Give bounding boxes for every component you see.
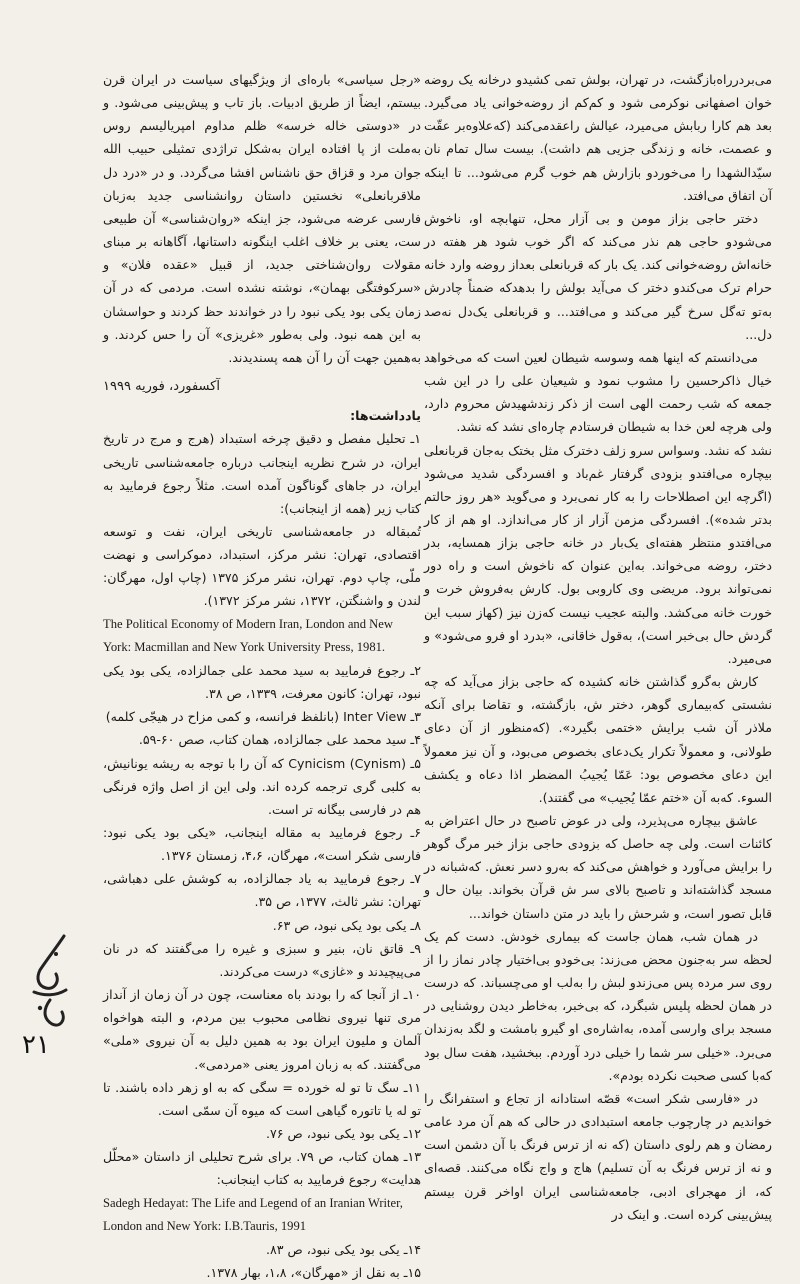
footnote: ۹ـ قاتق نان، بنیر و سبزی و غیره را می‌گفتند که در نان می‌پیچیدند و «غازی» درست می‌کردند. [103, 940, 421, 979]
footnote: ۴ـ سید محمد علی جمالزاده، همان کتاب، صص ۶۰-۵۹. [138, 732, 421, 748]
paragraph: کارش به‌گرو گذاشتن خانه کشیده که حاجی بزاز می‌آید که چه نشستی که‌بیماری گوهر، دختر ش، بازگشته، و تقاضا برای آنکه ملاذر آن شب برایش «ختمی بگیرد». (که‌منظور از آن دعای طولانی، و معمولاً تکرار یک‌دعای بخصوص می‌بود، و آن نیز معمولاً این دعای مخصوص بود: عَمّا یُجیبُ المضطر اذا دعاه و یکشف السوء. که‌به آن «ختم عمّا یُجیب» می گفتند). [424, 674, 772, 805]
left-column [103, 68, 421, 1284]
footnote: ۱۵ـ به‌ نقل از «مهرگان»، ۱،۸، بهار ۱۳۷۸. [206, 1264, 421, 1280]
footnote: ۱۴ـ یکی بود یکی نبود، ص ۸۳. [265, 1241, 421, 1257]
paragraph: عاشق بیچاره می‌پذیرد، ولی در عوض تاصبح در حال اعتراض به کائنات است. ولی چه حاصل که بزودی حاجی بزاز خبر مرگ گوهر را برایش می‌آورد و خواهش می‌کند که به‌رو دسر نعش. که‌شبانه در مسجد گذاشته‌اند و تاصبح بالای سر ش قرآن بخواند. بیان حال و قابل تصور است، و شرحش را باید در متن داستان خواند... [424, 813, 772, 921]
paragraph: «رجل سیاسی» باره‌ای از ویژگیهای سیاست در ایران قرن بیستم، ایضاً از طریق ادبیات. باز تاب و پیش‌بینی می‌شود. و در «دوستی خاله خرسه» ظلم مداوم امپریالیسم روس به‌ملت از پا افتاده‌ ایران به‌شکل تراژدی تمثیلی حبیب الله جوان مرد و قزاق حق‌ ناشناس افشا می‌گردد. و در «درد دل ملاقربانعلی» نخستین داستان روانشناسی جدید به‌زبان فارسی عرضه می‌شود، جز اینکه «روان‌شناسی» آن طبیعی ست، یعنی بر خلاف اغلب اینگونه داستانها، آگاهانه بر مبنای مقولات روان‌شناختی جدید، از قبیل «عقده‌ فلان» و «سرکوفتگی بهمان»، نوشته نشده است. مردمی که در آن زمان یکی بود یکی نبود را در خواندند حظ کردند و حواسشان به‌ این همه نبود. ولی به‌طور «غریزی» آن را حس کردند. و به‌همین جهت آن را آن همه پسندیدند. [103, 72, 421, 365]
footnote: ۱۰ـ از آنجا که‌ را بودند باه‌ معناست، چون در آن زمان از آنداز مری تنها نیروی نظامی محبوب بین مردم، و البته هواخواه آلمان و ملیون ایران بود به همین دلیل به آن نیروی «ملی» می‌گفتند. که به‌ زبان امروز یعنی «مردمی». [103, 987, 421, 1072]
footnote: ۱۳ـ همان کتاب، ص ۷۹. برای شرح تحلیلی از داستان «محلّل هدایت» رجوع فرمایید به‌ کتاب اینجانب: [103, 1149, 421, 1188]
english-reference: Sadegh Hedayat: The Life and Legend of an Iranian Writer, London and New York: I.B.Tauris, 1991 [103, 1195, 403, 1233]
footnote: ۳ـ Inter View (بانلفظ فرانسه، و کمی مزاح در هیجّی کلمه) [105, 709, 421, 725]
footnote: ۶ـ رجوع فرمایید به‌ مقاله‌ اینجانب، «یکی بود یکی نبود: فارسی شکر است»، مهرگان، ۴،۶، زمستان ۱۳۷۶. [103, 825, 421, 864]
footnote: تُمبقاله در جامعه‌شناسی تاریخی ایران، نفت و توسعه‌ اقتصادی، تهران: نشر مرکز، استبداد، دموکراسی و نهضت ملّی، چاپ دوم. تهران، نشر مرکز ۱۳۷۵ (چاپ اول، مهرگان: لندن و واشنگتن، ۱۳۷۲، نشر مرکز ۱۳۷۲). [103, 523, 421, 609]
page-number: ۲۱ [22, 1030, 50, 1060]
paragraph: در همان شب، همان جاست که‌ بیماری خودش. دست کم یک لحظه‌ سر به‌جنون محض می‌زند: بی‌خودو بی‌اختیار چادر نماز را از روی سر مرده پس‌ می‌زندو لبش را به‌لب او می‌چسباند. که درست در همان لحظه پلیس شبگرد، که بی‌خبر، به‌خاطر دیدن روشنایی در مسجد برای وارسی آمده، به‌اشاره‌ی او گیرو بامشت و لگد به‌زندان می‌برد. «خیلی سر شما را خیلی درد آوردم. ببخشید، هفت سال بود که‌با کسی صحبت نکرده بودم». [424, 928, 772, 1083]
footnote: ۵ـ (Cynism) Cynicism که‌ آن را با توجه به ریشه‌ یونانیش، به‌ کلبی گری ترجمه کرده اند. ولی این از اصل واژه‌ فرنگی هم در فارسی بیگانه تر است. [103, 755, 421, 817]
notes-heading: یادداشت‌ها: [350, 408, 421, 424]
paragraph: در «فارسی شکر است» قصّه‌ استادانه از تجاع و استفرانگ را خواندیم در چارچوب جامعه‌ استبدادی در حالی که هم آن مرد عامی رمضان و هم رلوی داستان (که‌ نه از ترس فرنگ‌ با آن دشمن است و نه‌ از ترس فرنگ به آن تسلیم) هاج و واج نگاه می‌کنند. قصه‌ای که، از مهجرای ادبی، جامعه‌شناسی ایران اواخر قرن بیستم پیش‌بینی کرده است. و اینک در [424, 1090, 772, 1222]
footnote: ۱۱ـ سگ تا تو له خورده = سگی که به‌ او زهر داده باشند. تا تو له یا تاتوره گیاهی است که میوه‌ آن سمّی است. [103, 1079, 421, 1118]
signoff-date: آکسفورد، فوریه ۱۹۹۹ [103, 379, 220, 395]
paragraph: نشد که نشد. وسواس سرو زلف دخترک مثل بختک به‌جان قربانعلی بیچاره می‌افتدو بزودی گرفتار غم‌باد و افسردگی شدید می‌شود (اگرچه این اصطلاحات را به کار نمی‌برد و می‌گوید «هر روز حالتم بدتر شده»). افسردگی مزمن آزار از کار می‌اندازد. او هم از کار می‌افتدو منتظر هفته‌ای یک‌بار در خانه‌ حاجی بزاز همسایه، بدر دختر، روضه می‌خواند. به‌این عنوان که ناخوش است و راه دور نمی‌تواند برود. مریضی وی کاروبی بول. کارش به‌فروش خرت و خورت خانه می‌کشد. والبته عجیب نیست که‌زن نیز (کهاز سبب این گردش حال بی‌خبر است)، به‌قول خاقانی، «بدرد او فرو می‌شود» و می‌میرد. [424, 442, 772, 666]
english-reference: The Political Economy of Modern Iran, London and New York: Macmillan and New York University Press, 1981. [103, 616, 393, 654]
paragraph: دختر حاجی بزاز مومن و بی آزار محل، تنهابچه‌ او، ناخوش می‌شودو حاجی هم نذر می‌کند که اگر خوب شود هر هفته در خانه‌اش روضه‌خوانی کند. یک بار که قربانعلی بعداز روضه وارد خانه‌ حرام ترک می‌کندو دختر ک می‌آید بولش را بدهدکه ضمناً چادرش به‌تو ته‌گل سرخ گیر می‌کند و می‌افتد... و قربانعلی یک‌دل نه‌صد دل... [424, 210, 772, 342]
footnote: ۱۲ـ یکی بود یکی نبود، ص ۷۶. [265, 1126, 421, 1142]
footnote: ۱ـ تحلیل مفصل و دقیق چرخه‌ استبداد (هرج و مرج در تاریخ ایران، در شرح نظریه‌ اینجانب درباره‌ جامعه‌شناسی تاریخی ایران، در جاهای گوناگون آمده است. مثلاً رجوع فرمایید به کتاب زیر (همه از اینجانب): [103, 431, 421, 516]
footnotes [103, 427, 421, 1284]
quoted-paragraph: می‌دانستم که اینها همه وسوسه‌ شیطان لعین است که می‌خواهد خیال ذاکرحسین را مشوب نمود و شیعیان علی را در این شب جمعه‌ که شب رحمت الهی است از ذکر زندشهیدش محروم دارد، ولی هرچه لعن خدا به شیطان فرستادم چاره‌ای نشد که نشد. [424, 349, 772, 435]
footnote: ۲ـ رجوع فرمایید به‌ سید محمد علی جمالزاده، یکی بود یکی نبود، تهران: کانون معرفت، ۱۳۳۹، ص ۳۸. [103, 662, 421, 702]
right-column [424, 68, 772, 1226]
footnote: ۸ـ یکی بود یکی نبود، ص ۶۳. [272, 917, 421, 933]
footnote: ۷ـ رجوع فرمایید به‌ یاد جمالزاده، به‌ کوشش علی دهباشی، تهران: نشر ثالث، ۱۳۷۷، ص ۳۵. [103, 871, 421, 910]
paragraph: می‌بردرراه‌بازگشت، در تهران، بولش تمی کشیدو درخانه‌ یک روضه خوان اصفهانی نوکرمی شود و کم‌کم از روضه‌خوانی یاد می‌گیرد. بعد هم کار‌ا ربابش می‌میرد، عیالش راعقدمی‌کند (که‌علاوه‌بر عقّت و عصمت، خانه و زندگی جزیی هم داشت). بیست سال تمام نان سیّدالشهدا را می‌خوردو بازارش هم خوب‌ گرم می‌شود... تا اینکه آن اتفاق می‌افتد. [424, 72, 772, 203]
magazine-logo-icon [26, 930, 74, 1030]
